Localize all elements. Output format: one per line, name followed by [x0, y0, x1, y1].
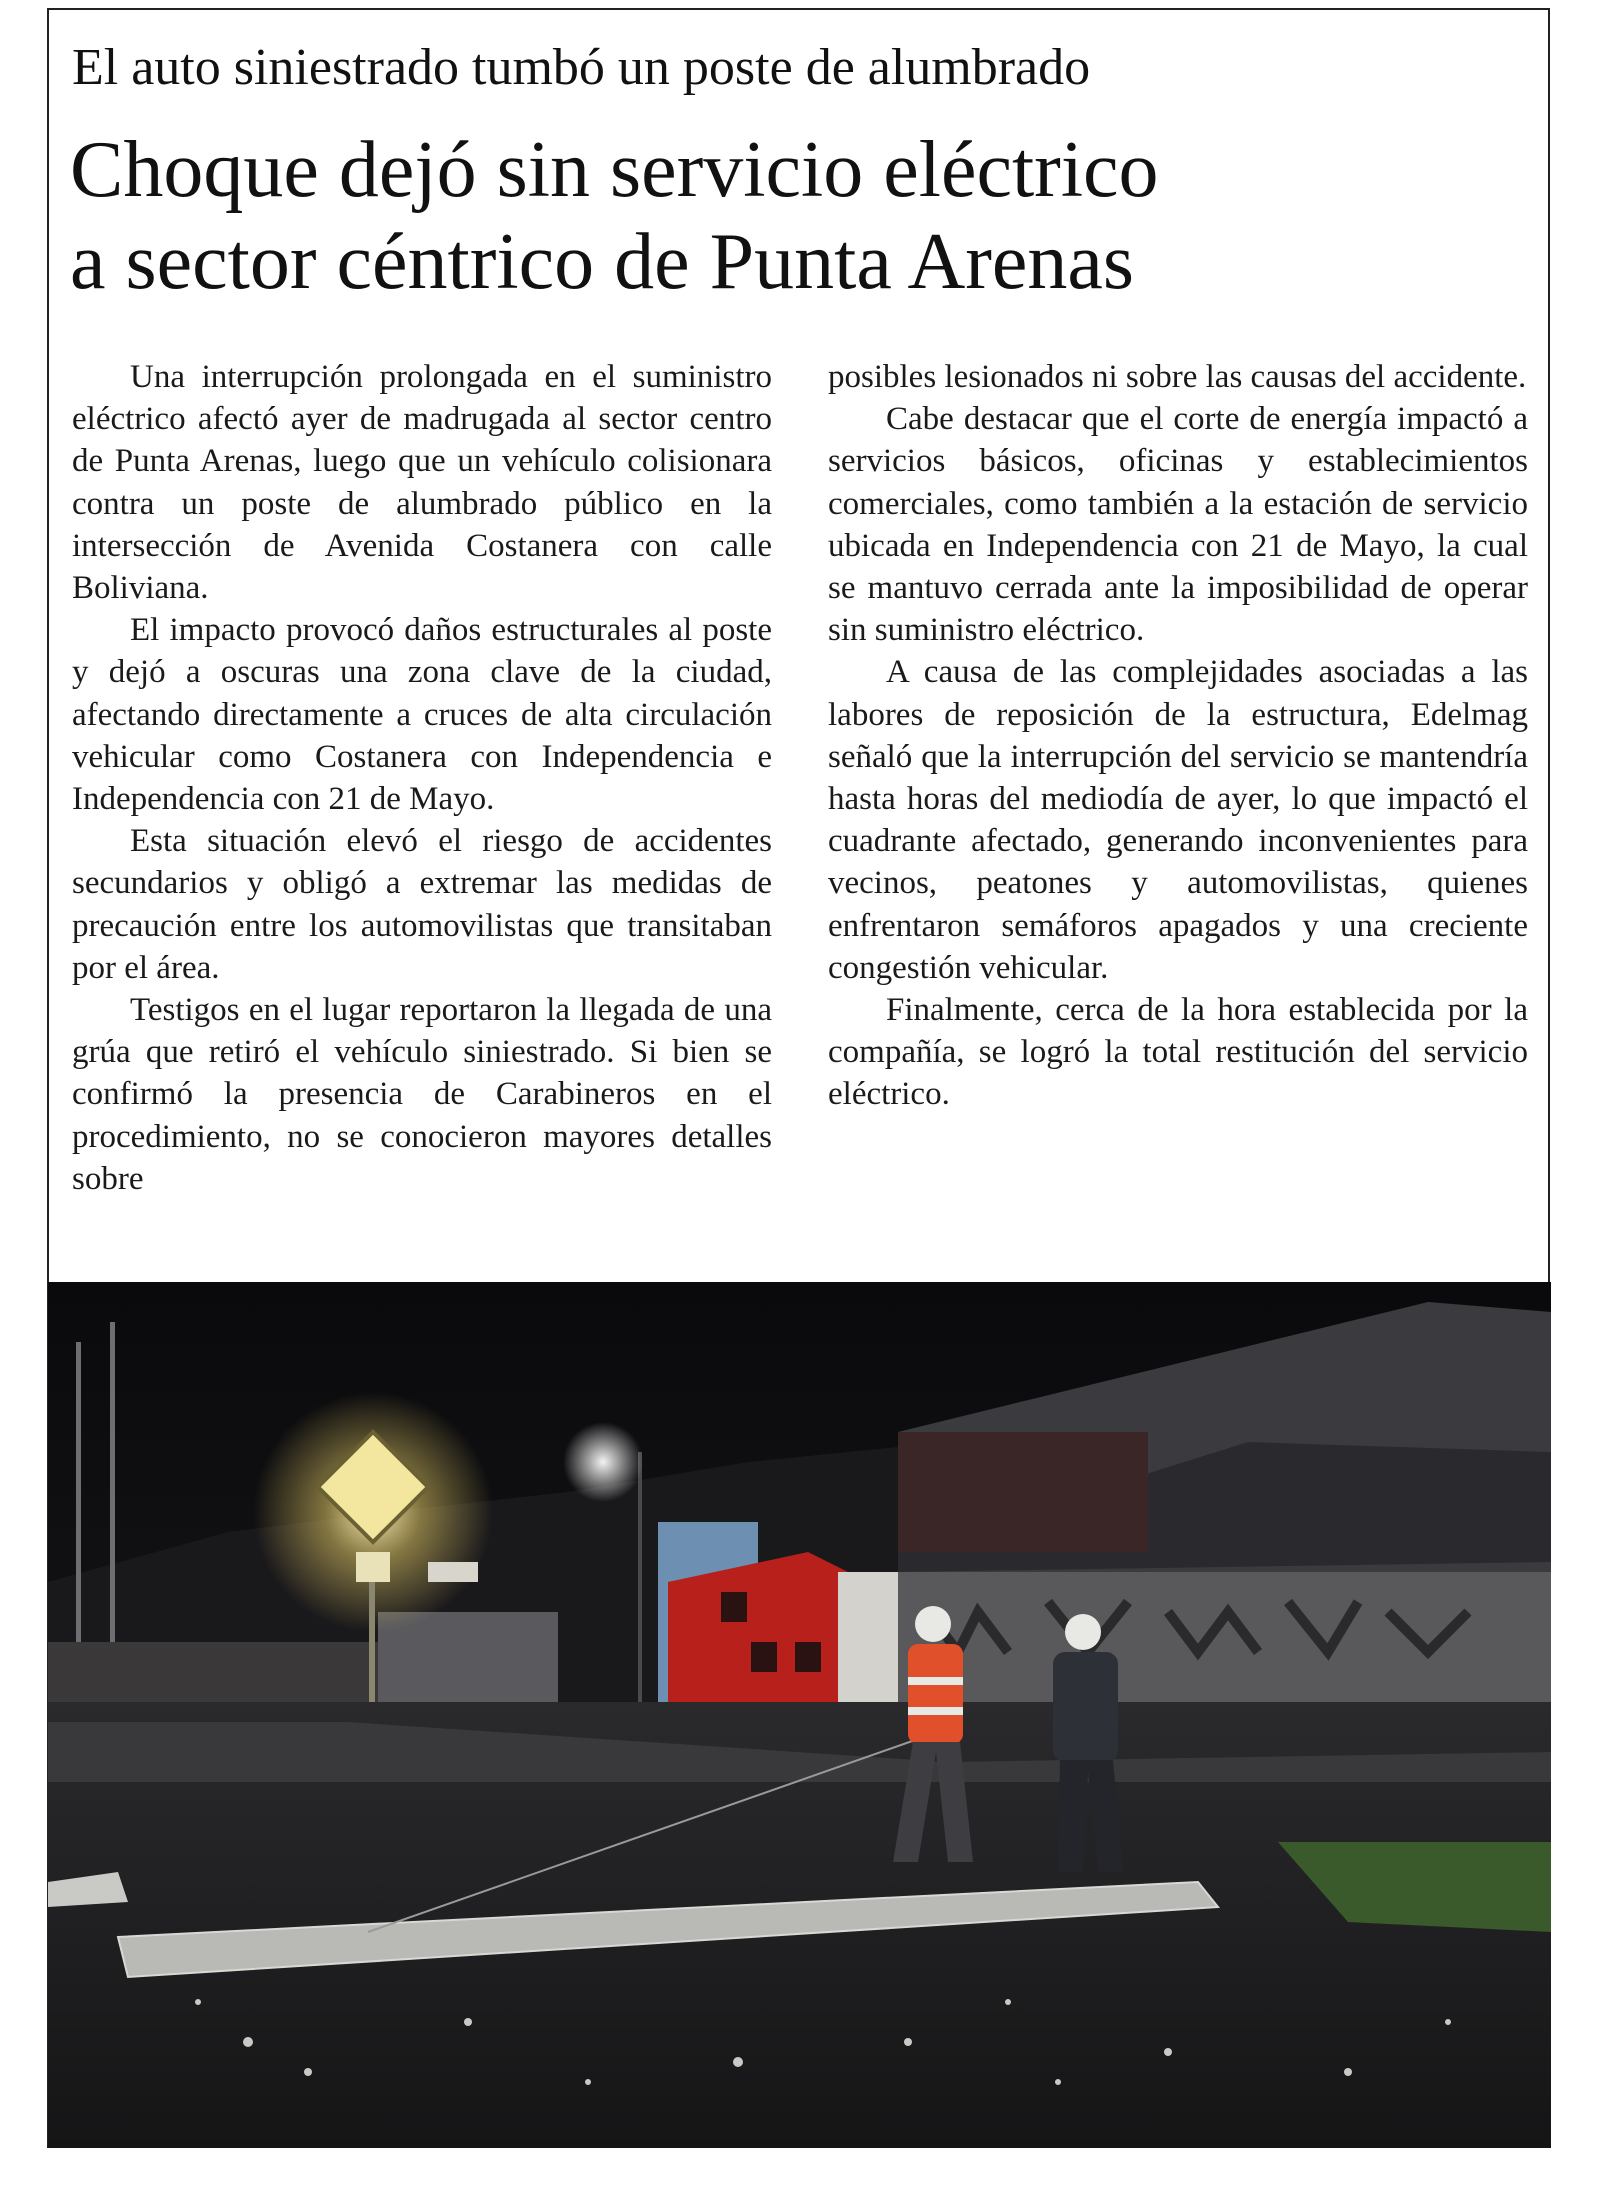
- window: [721, 1592, 747, 1622]
- window: [795, 1642, 821, 1672]
- paragraph: Testigos en el lugar reportaron la llegada de una grúa que retiró el vehículo siniestrado. Si bien se confirmó la presencia de Carabineros en el procedimiento, no se conocieron mayores detalles sobre: [72, 992, 772, 1197]
- body-column-left: [72, 356, 772, 1200]
- article-headline: [70, 124, 1530, 308]
- paragraph: Finalmente, cerca de la hora establecida por la compañía, se logró la total restitución del servicio eléctrico.: [828, 992, 1528, 1113]
- night-scene-illustration: [48, 1282, 1551, 2148]
- traffic-light: [428, 1562, 478, 1582]
- body-column-right: [828, 356, 1528, 1116]
- article-kicker: El auto siniestrado tumbó un poste de alumbrado: [72, 39, 1091, 96]
- street-lamp-light: [563, 1422, 643, 1502]
- news-photo: [48, 1282, 1551, 2148]
- paragraph: A causa de las complejidades asociadas a las labores de reposición de la estructura, Edelmag señaló que la interrupción del servicio se mantendría hasta horas del mediodía de ayer, lo que impactó el cuadrante afectado, generando inconvenientes para vecinos, peatones y automovilistas, quienes enfrentaron semáforos apagados y una creciente congestión vehicular.: [828, 654, 1528, 986]
- paragraph: posibles lesionados ni sobre las causas del accidente.: [828, 359, 1527, 395]
- paragraph: Una interrupción prolongada en el suministro eléctrico afectó ayer de madrugada al sector centro de Punta Arenas, luego que un vehículo colisionara contra un poste de alumbrado público en la intersección de Avenida Costanera con calle Boliviana.: [72, 359, 772, 607]
- upper-wall: [898, 1432, 1148, 1552]
- paragraph: El impacto provocó daños estructurales al poste y dejó a oscuras una zona clave de la ciudad, afectando directamente a cruces de alta circulación vehicular como Costanera con Independencia e Independencia con 21 de Mayo.: [72, 612, 772, 818]
- window: [751, 1642, 777, 1672]
- small-sign: [356, 1552, 390, 1582]
- street-lamp-pole: [638, 1452, 642, 1732]
- paragraph: Cabe destacar que el corte de energía impactó a servicios básicos, oficinas y establecimientos comerciales, como también a la estación de servicio ubicada en Independencia con 21 de Mayo, la cual se mantuvo cerrada ante la imposibilidad de operar sin suministro eléctrico.: [828, 401, 1528, 649]
- headline-line-1: Choque dejó sin servicio eléctrico: [70, 126, 1159, 214]
- paragraph: Esta situación elevó el riesgo de accidentes secundarios y obligó a extremar las medidas de precaución entre los automovilistas que transitaban por el área.: [72, 823, 772, 986]
- headline-line-2: a sector céntrico de Punta Arenas: [70, 218, 1135, 306]
